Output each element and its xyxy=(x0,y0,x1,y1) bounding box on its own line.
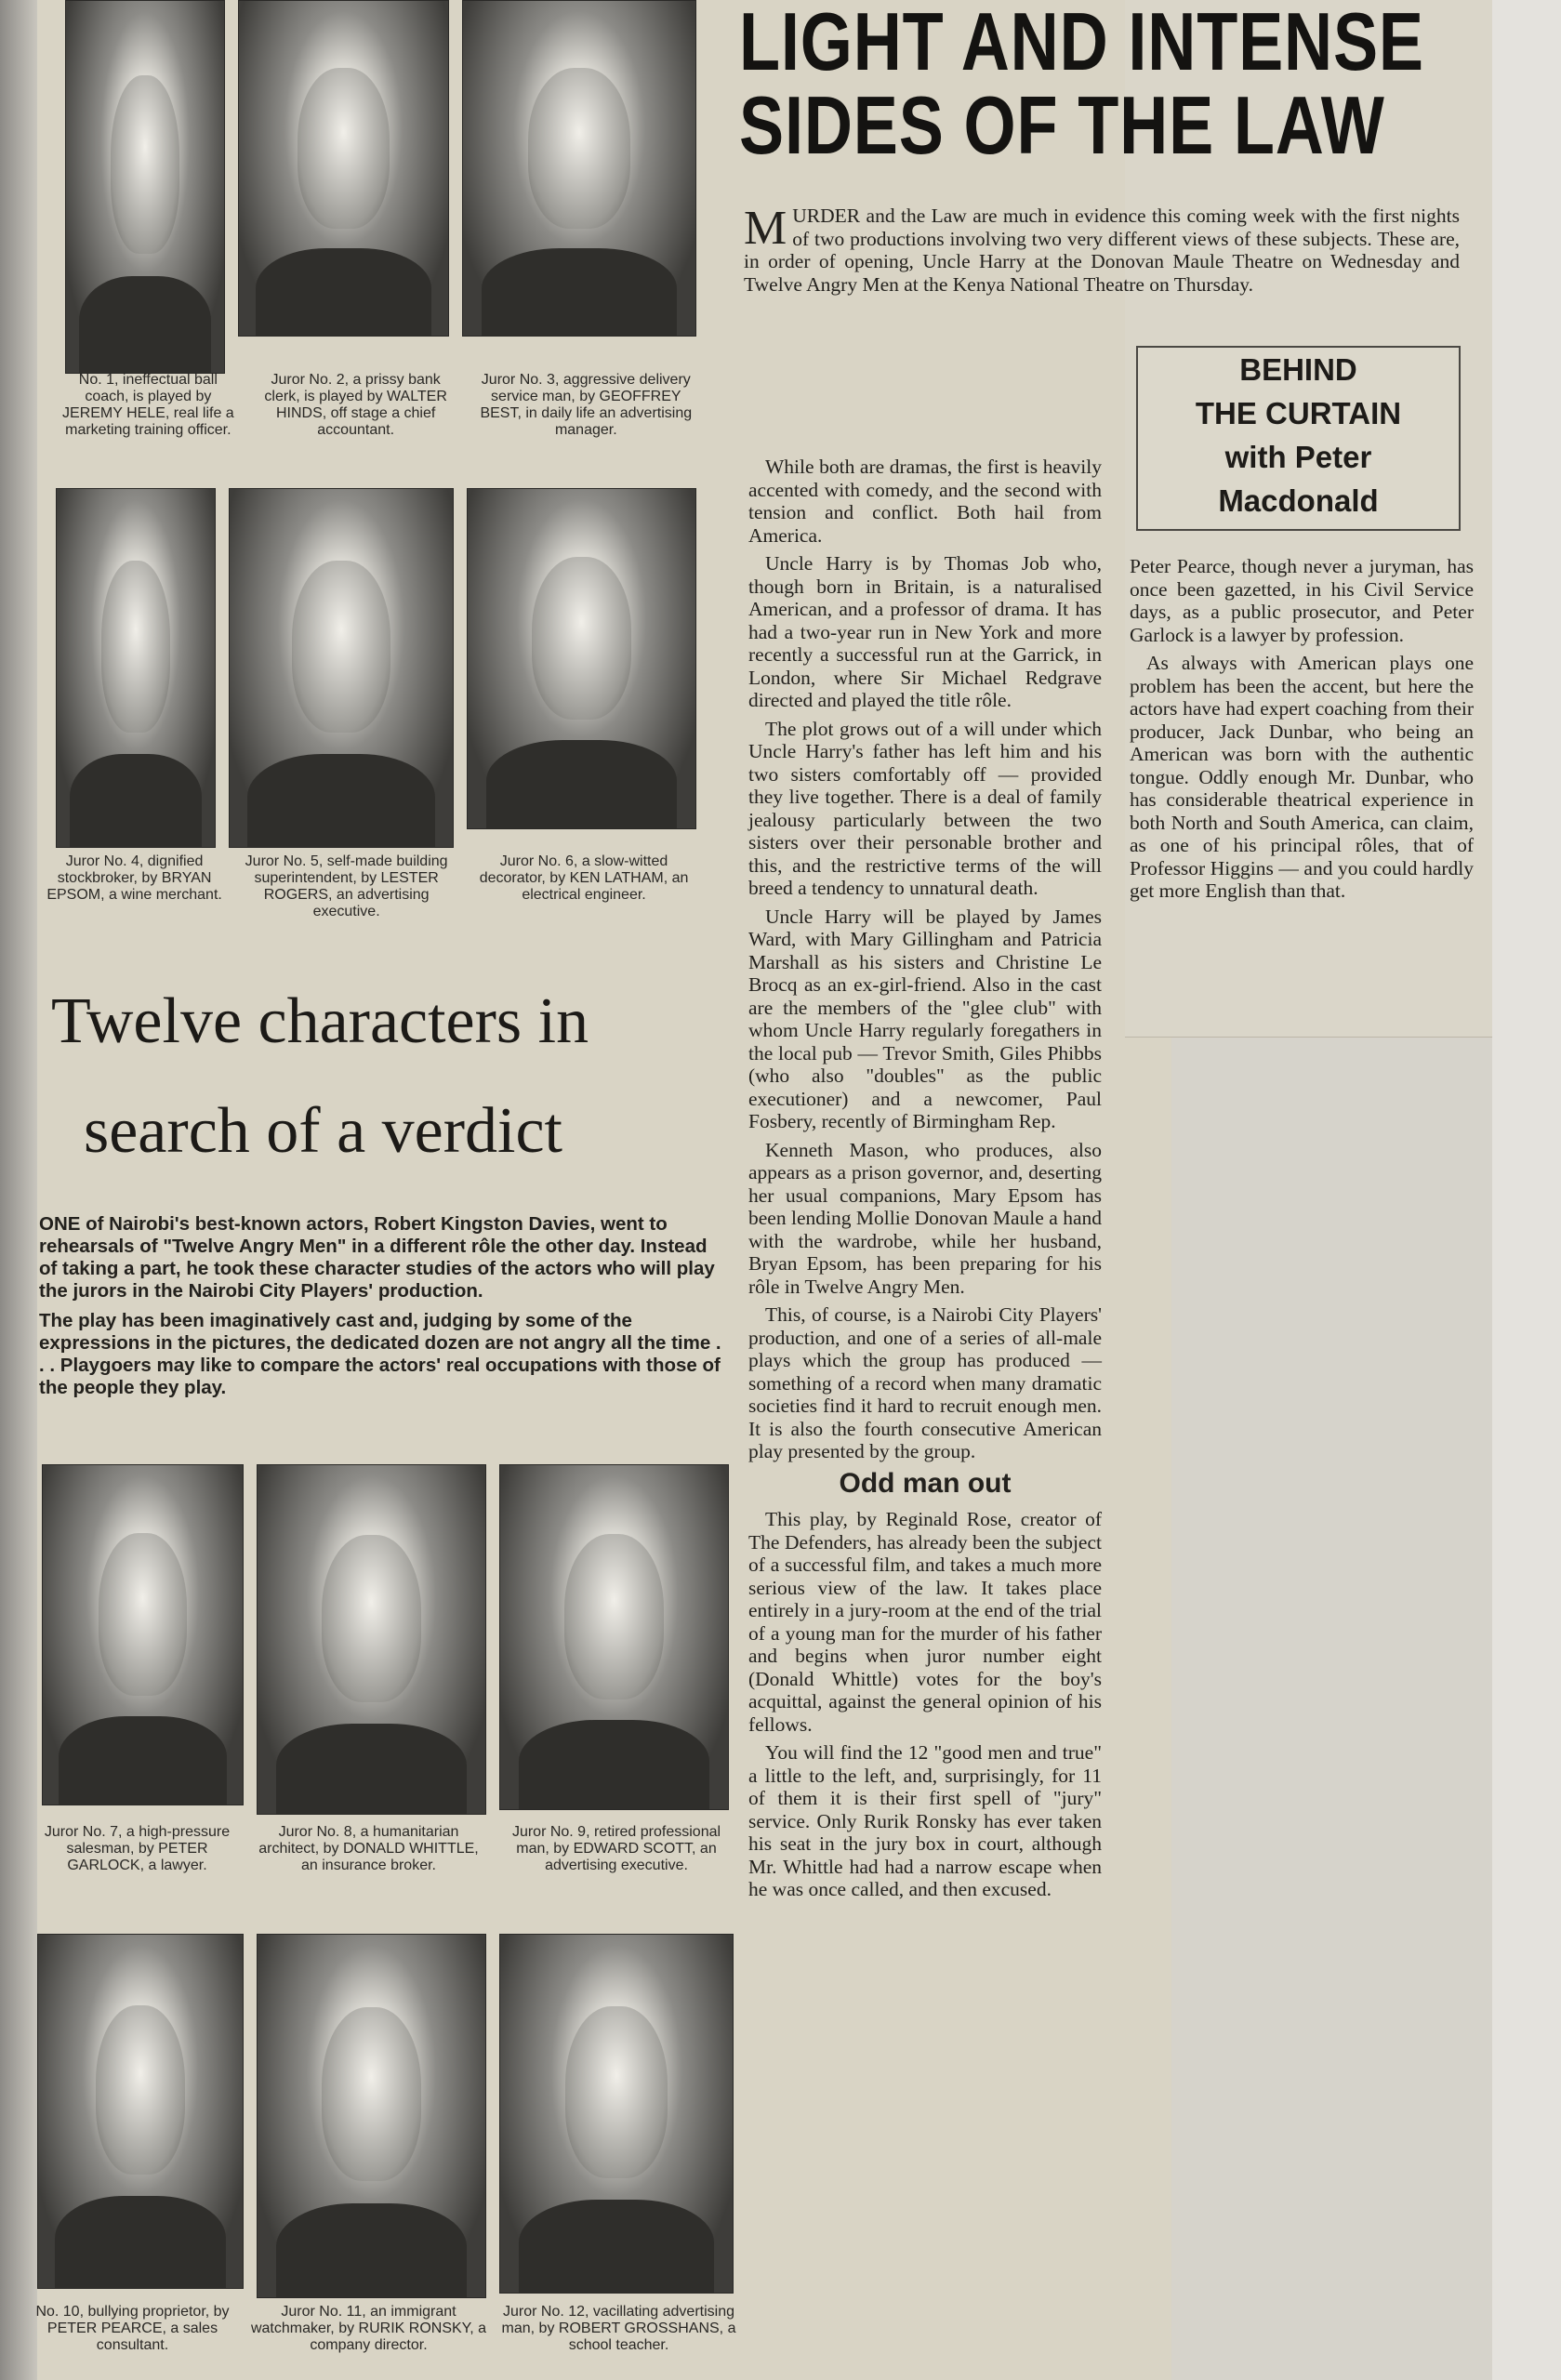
book-binding-edge xyxy=(0,0,37,2380)
box-line-3: with Peter xyxy=(1224,440,1372,474)
juror-11-photo xyxy=(257,1934,486,2298)
feature-title-line-2: search of a verdict xyxy=(84,1095,562,1167)
lead-text: URDER and the Law are much in evidence this coming week with the first nights of two productions involving two very different views of these subjects. These are, in order of opening, Uncle Harry at the Donovan Maule Theatre on Wednesday and Twelve Angry Men at the Kenya National Theatre on Thursday. xyxy=(744,205,1460,296)
juror-photos-row-3 xyxy=(42,1464,729,1815)
captions-row-3 xyxy=(37,1824,734,1874)
caption-juror-9: Juror No. 9, retired professional man, by EDWARD SCOTT, an advertising executive. xyxy=(511,1824,721,1873)
juror-photos-row-4 xyxy=(37,1934,734,2298)
captions-row-4 xyxy=(28,2304,744,2354)
headline-line-1: LIGHT AND INTENSE xyxy=(739,0,1424,87)
article-column-right xyxy=(1130,555,1474,908)
caption-juror-10: No. 10, bullying proprietor, by PETER PEARCE, a sales consultant. xyxy=(35,2304,230,2353)
juror-1-photo xyxy=(65,0,225,374)
behind-the-curtain-box xyxy=(1136,346,1461,531)
juror-4-photo xyxy=(56,488,216,848)
captions-row-1 xyxy=(58,372,699,439)
caption-juror-11: Juror No. 11, an immigrant watchmaker, by RURIK RONSKY, a company director. xyxy=(250,2304,487,2353)
box-line-4: Macdonald xyxy=(1218,483,1379,518)
feature-title-line-1: Twelve characters in xyxy=(51,985,589,1057)
juror-2-photo xyxy=(238,0,449,337)
article-paragraph: Kenneth Mason, who produces, also appears as a prison governor, and, deserting her usual companions, Mary Epsom has been lending Mollie Donovan Maule a hand with the wardrobe, while her husband, Bryan Epsom, has been preparing for his rôle in Twelve Angry Men. xyxy=(748,1138,1102,1298)
juror-9-photo xyxy=(499,1464,729,1810)
juror-12-photo xyxy=(499,1934,734,2294)
caption-juror-1: No. 1, ineffectual ball coach, is played by JEREMY HELE, real life a marketing training officer. xyxy=(62,372,234,438)
caption-juror-6: Juror No. 6, a slow-witted decorator, by KEN LATHAM, an electrical engineer. xyxy=(479,853,689,903)
caption-juror-7: Juror No. 7, a high-pressure salesman, by PETER GARLOCK, a lawyer. xyxy=(44,1824,231,1873)
juror-10-photo xyxy=(37,1934,244,2289)
juror-8-photo xyxy=(257,1464,486,1815)
juror-photos-row-2 xyxy=(56,488,696,848)
juror-7-photo xyxy=(42,1464,244,1805)
caption-juror-12: Juror No. 12, vacillating advertising man, by ROBERT GROSSHANS, a school teacher. xyxy=(501,2304,736,2353)
article-column-main xyxy=(748,456,1102,1907)
article-paragraph: As always with American plays one problem has been the accent, but here the actors have had expert coaching from their producer, Jack Dunbar, who being an American was born with the authentic tongue. Oddly enough Mr. Dunbar, who has considerable theatrical experience in both North and South America, can claim, as one of his principal rôles, that of Professor Higgins — and you could hardly get more English than that. xyxy=(1130,652,1474,902)
article-paragraph: Uncle Harry will be played by James Ward, with Mary Gillingham and Patricia Marshall as his sisters and Christine Le Brocq as an ex-girl-friend. Also in the cast are the members of the "glee club" with whom Uncle Harry regularly foregathers in the local pub — Trevor Smith, Giles Phibbs (who also "doubles" as the public executioner) and a newcomer, Paul Fosbery, recently of Birmingham Rep. xyxy=(748,905,1102,1132)
lead-paragraph xyxy=(744,202,1460,296)
article-lead xyxy=(744,202,1460,301)
article-paragraph: This play, by Reginald Rose, creator of The Defenders, has already been the subject of a successful film, and takes a much more serious view of the law. It takes place entirely in a jury-room at the end of the trial of a young man for the murder of his father and begins when juror number eight (Donald Whittle) votes for the boy's acquittal, against the general opinion of his fellows. xyxy=(748,1508,1102,1736)
caption-juror-3: Juror No. 3, aggressive delivery service man, by GEOFFREY BEST, in daily life an advertising manager. xyxy=(480,372,693,438)
article-paragraph: Peter Pearce, though never a juryman, has once been gazetted, in his Civil Service days, as a public prosecutor, and Peter Garlock is a lawyer by profession. xyxy=(1130,555,1474,646)
article-paragraph: While both are dramas, the first is heavily accented with comedy, and the second with tension and conflict. Both hail from America. xyxy=(748,456,1102,547)
box-line-2: THE CURTAIN xyxy=(1195,396,1402,430)
juror-3-photo xyxy=(462,0,696,337)
subheading: Odd man out xyxy=(839,1467,1012,1499)
drop-cap: M xyxy=(744,202,787,255)
caption-juror-8: Juror No. 8, a humanitarian architect, by DONALD WHITTLE, an insurance broker. xyxy=(258,1824,479,1873)
article-paragraph: The plot grows out of a will under which Uncle Harry's father has left him and his two sisters comfortably off — provided they live together. There is a deal of family jealousy particularly between the two sisters over their personable brother and this, and the restrictive terms of the will breed a tendency to unnatural death. xyxy=(748,717,1102,899)
caption-juror-4: Juror No. 4, dignified stockbroker, by BRYAN EPSOM, a wine merchant. xyxy=(46,853,222,903)
article-paragraph: Uncle Harry is by Thomas Job who, though born in Britain, is a naturalised American, and a professor of drama. It has had a two-year run in New York and more recently a successful run at the Garrick, in London, where Sir Michael Redgrave directed and played the title rôle. xyxy=(748,552,1102,711)
intro-paragraph: The play has been imaginatively cast and, judging by some of the expressions in the pictures, the dedicated dozen are not angry all the time . . . Playgoers may like to compare the actors' real occupations with those of the people they play. xyxy=(39,1310,721,1398)
juror-6-photo xyxy=(467,488,696,829)
main-headline xyxy=(739,0,1424,171)
blank-page-margin xyxy=(1492,0,1561,2380)
juror-photos-row-1 xyxy=(65,0,696,374)
caption-juror-2: Juror No. 2, a prissy bank clerk, is played by WALTER HINDS, off stage a chief accountant. xyxy=(264,372,447,438)
feature-intro xyxy=(39,1213,727,1407)
article-paragraph: This, of course, is a Nairobi City Players' production, and one of a series of all-male plays which the group has produced — something of a record when many dramatic societies find it hard to recruit enough men. It is also the fourth consecutive American play presented by the group. xyxy=(748,1303,1102,1462)
intro-paragraph: ONE of Nairobi's best-known actors, Robert Kingston Davies, went to rehearsals of "Twelve Angry Men" in a different rôle the other day. Instead of taking a part, he took these character studies of the actors who will play the jurors in the Nairobi City Players' production. xyxy=(39,1213,715,1302)
headline-line-2: SIDES OF THE LAW xyxy=(739,79,1385,171)
article-paragraph: You will find the 12 "good men and true" a little to the left, and, surprisingly, for 11 of them it is their first spell of "jury" service. Only Rurik Ronsky has ever taken his seat in the jury box in court, although Mr. Whittle had had a narrow escape when he was once called, and then excused. xyxy=(748,1741,1102,1900)
box-line-1: BEHIND xyxy=(1239,352,1357,387)
caption-juror-5: Juror No. 5, self-made building superintendent, by LESTER ROGERS, an advertising executive. xyxy=(245,853,448,919)
juror-5-photo xyxy=(229,488,454,848)
captions-row-2 xyxy=(46,853,697,920)
feature-title xyxy=(51,967,721,1186)
